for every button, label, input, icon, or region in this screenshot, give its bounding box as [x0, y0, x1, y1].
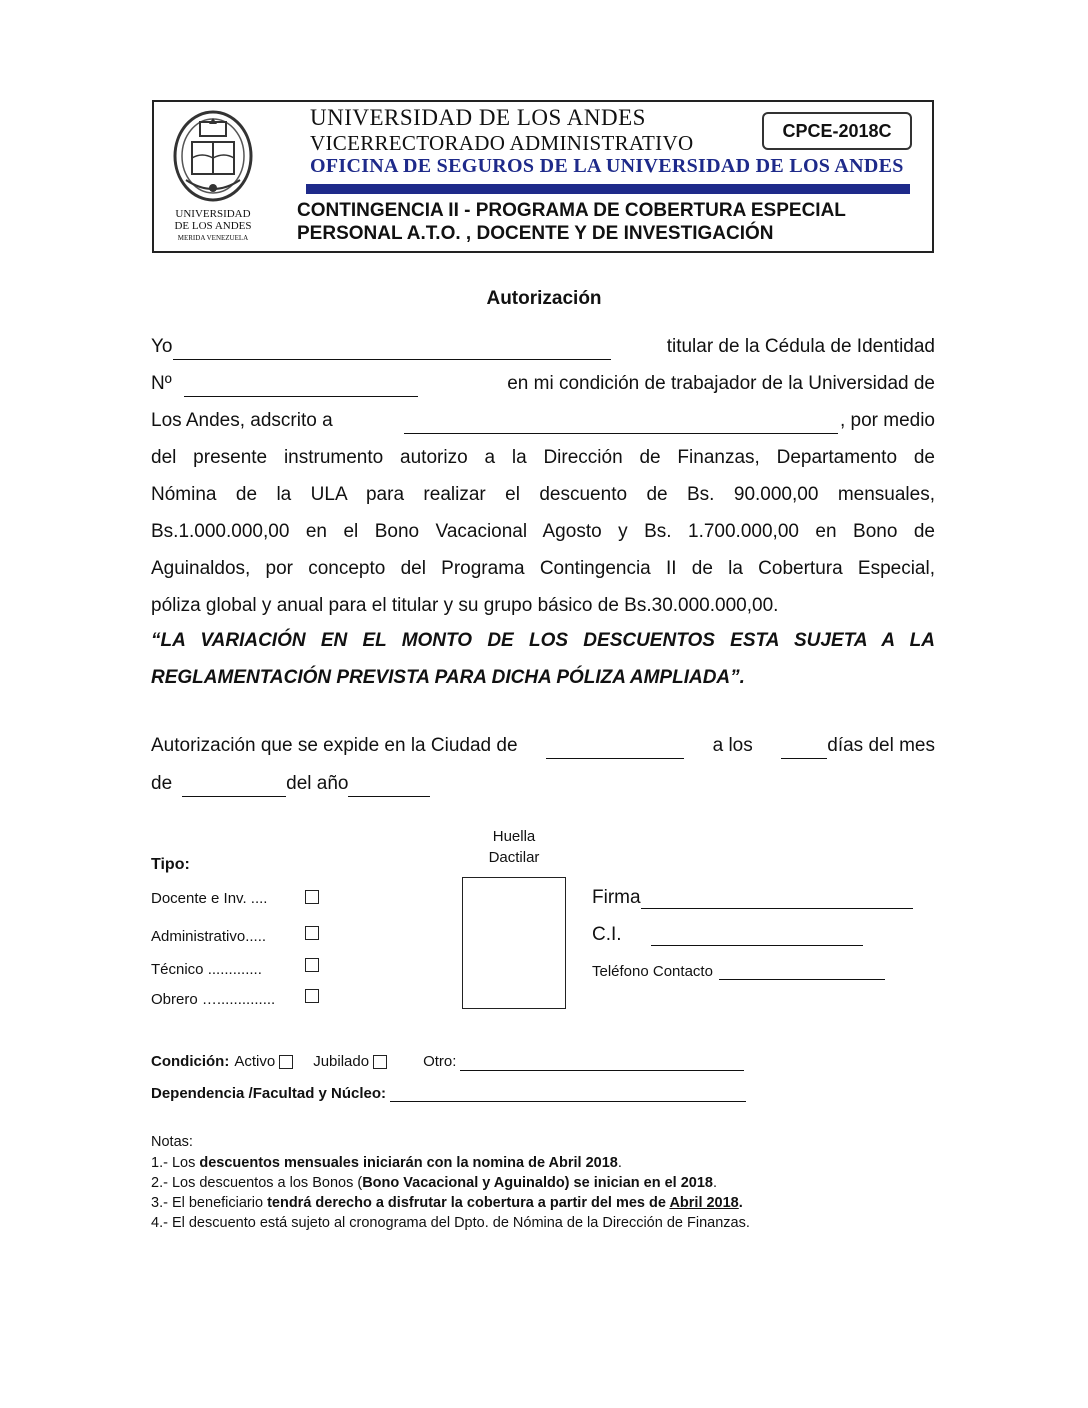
body-line-5: Nómina de la ULA para realizar el descuento de Bs. 90.000,00 mensuales,: [151, 484, 935, 505]
logo-text-line3: MERIDA VENEZUELA: [177, 234, 249, 242]
condicion-label: Condición:: [151, 1053, 230, 1070]
otro-label: Otro:: [423, 1053, 457, 1070]
a-los-text: a los: [712, 735, 753, 756]
condicion-row: [151, 1052, 744, 1071]
condicion-text: en mi condición de trabajador de la Universidad de: [507, 373, 935, 394]
year-field[interactable]: [348, 778, 430, 797]
activo-checkbox[interactable]: [279, 1055, 293, 1069]
expedition-line-1: [151, 733, 935, 759]
tipo-obrero-label: Obrero …..............: [151, 991, 276, 1008]
ci-row: [592, 924, 863, 946]
note-3: [151, 1195, 743, 1211]
warning-line-2: REGLAMENTACIÓN PREVISTA PARA DICHA PÓLIZA AMPLIADA”.: [151, 667, 745, 688]
note-2: [151, 1175, 717, 1191]
telefono-row: [592, 961, 885, 980]
page-title: Autorización: [486, 288, 602, 309]
logo-text-line2: DE LOS ANDES: [174, 220, 252, 232]
program-title-line2: PERSONAL A.T.O. , DOCENTE Y DE INVESTIGACIÓN: [297, 223, 774, 244]
body-line-3: [151, 408, 935, 434]
city-field[interactable]: [546, 740, 684, 759]
notes-title: Notas:: [151, 1134, 193, 1150]
fingerprint-label-line1: Huella: [492, 828, 536, 845]
note-3-date: Abril 2018: [669, 1195, 739, 1211]
ci-field[interactable]: [651, 927, 863, 946]
dias-del-mes-text: días del mes: [827, 735, 935, 756]
fingerprint-label-line2: Dactilar: [488, 849, 540, 866]
tipo-label: Tipo:: [151, 856, 190, 873]
warning-line-1: “LA VARIACIÓN EN EL MONTO DE LOS DESCUENTOS ESTA SUJETA A LA: [151, 630, 935, 651]
name-field[interactable]: [173, 341, 611, 360]
fingerprint-box[interactable]: [462, 877, 566, 1009]
note-1: [151, 1155, 622, 1171]
dependencia-row: [151, 1083, 746, 1102]
tipo-docente-checkbox[interactable]: [305, 890, 319, 904]
firma-label: Firma: [592, 887, 641, 908]
note-3-bold: tendrá derecho a disfrutar la cobertura a partir del mes de: [267, 1195, 670, 1211]
month-field[interactable]: [182, 778, 286, 797]
body-line-4: del presente instrumento autorizo a la Dirección de Finanzas, Departamento de: [151, 447, 935, 468]
body-line-1: [151, 334, 935, 360]
fingerprint-label: [462, 826, 566, 868]
del-anio-text: del año: [286, 773, 349, 794]
por-medio-text: , por medio: [839, 410, 935, 431]
office-name: OFICINA DE SEGUROS DE LA UNIVERSIDAD DE LOS ANDES: [310, 155, 904, 177]
jubilado-label: Jubilado: [313, 1053, 370, 1070]
telefono-label: Teléfono Contacto: [592, 963, 713, 980]
note-1-end: .: [617, 1155, 622, 1171]
header-divider: [306, 184, 910, 194]
university-logo: [162, 106, 264, 246]
yo-label: Yo: [151, 336, 173, 357]
tipo-tecnico-checkbox[interactable]: [305, 958, 319, 972]
program-title-line1: CONTINGENCIA II - PROGRAMA DE COBERTURA ESPECIAL: [297, 200, 846, 221]
note-2-end: .: [712, 1175, 718, 1191]
activo-label: Activo: [234, 1053, 276, 1070]
note-3-text: 3.- El beneficiario: [151, 1195, 268, 1211]
dependencia-label: Dependencia /Facultad y Núcleo:: [151, 1085, 387, 1102]
form-code-badge: CPCE-2018C: [762, 112, 912, 150]
numero-label: Nº: [151, 373, 172, 394]
note-2-text: 2.- Los descuentos a los Bonos (: [151, 1175, 363, 1191]
cedula-label: titular de la Cédula de Identidad: [666, 336, 935, 357]
note-3-end: .: [738, 1195, 743, 1211]
tipo-administrativo-label: Administrativo.....: [151, 928, 267, 945]
note-1-text: 1.- Los: [151, 1155, 200, 1171]
body-line-2: [151, 371, 935, 397]
expedition-line-2: [151, 771, 935, 797]
tipo-tecnico-label: Técnico .............: [151, 961, 262, 978]
vicerrectorado-name: VICERRECTORADO ADMINISTRATIVO: [310, 131, 694, 155]
firma-row: [592, 887, 913, 909]
dependencia-field[interactable]: [390, 1083, 746, 1102]
telefono-field[interactable]: [719, 961, 885, 980]
note-1-bold: descuentos mensuales iniciarán con la nomina de Abril 2018: [199, 1155, 618, 1171]
tipo-administrativo-checkbox[interactable]: [305, 926, 319, 940]
cedula-field[interactable]: [184, 378, 418, 397]
expedition-text: Autorización que se expide en la Ciudad de: [151, 735, 518, 756]
adscrito-field[interactable]: [404, 415, 838, 434]
otro-field[interactable]: [460, 1052, 744, 1071]
day-field[interactable]: [781, 740, 827, 759]
tipo-docente-label: Docente e Inv. ....: [151, 890, 268, 907]
tipo-obrero-checkbox[interactable]: [305, 989, 319, 1003]
firma-field[interactable]: [641, 890, 913, 909]
body-line-6: Bs.1.000.000,00 en el Bono Vacacional Agosto y Bs. 1.700.000,00 en Bono de: [151, 521, 935, 542]
body-line-8: póliza global y anual para el titular y su grupo básico de Bs.30.000.000,00.: [151, 595, 779, 616]
university-name: UNIVERSIDAD DE LOS ANDES: [310, 105, 646, 130]
note-2-bold: Bono Vacacional y Aguinaldo) se inician en el 2018: [362, 1175, 713, 1191]
body-line-7: Aguinaldos, por concepto del Programa Contingencia II de la Cobertura Especial,: [151, 558, 935, 579]
adscrito-label: Los Andes, adscrito a: [151, 410, 333, 431]
note-4: 4.- El descuento está sujeto al cronograma del Dpto. de Nómina de la Dirección de Finanzas.: [151, 1215, 750, 1231]
ci-label: C.I.: [592, 924, 622, 945]
de-text: de: [151, 773, 173, 794]
jubilado-checkbox[interactable]: [373, 1055, 387, 1069]
logo-text-line1: UNIVERSIDAD: [175, 208, 251, 220]
